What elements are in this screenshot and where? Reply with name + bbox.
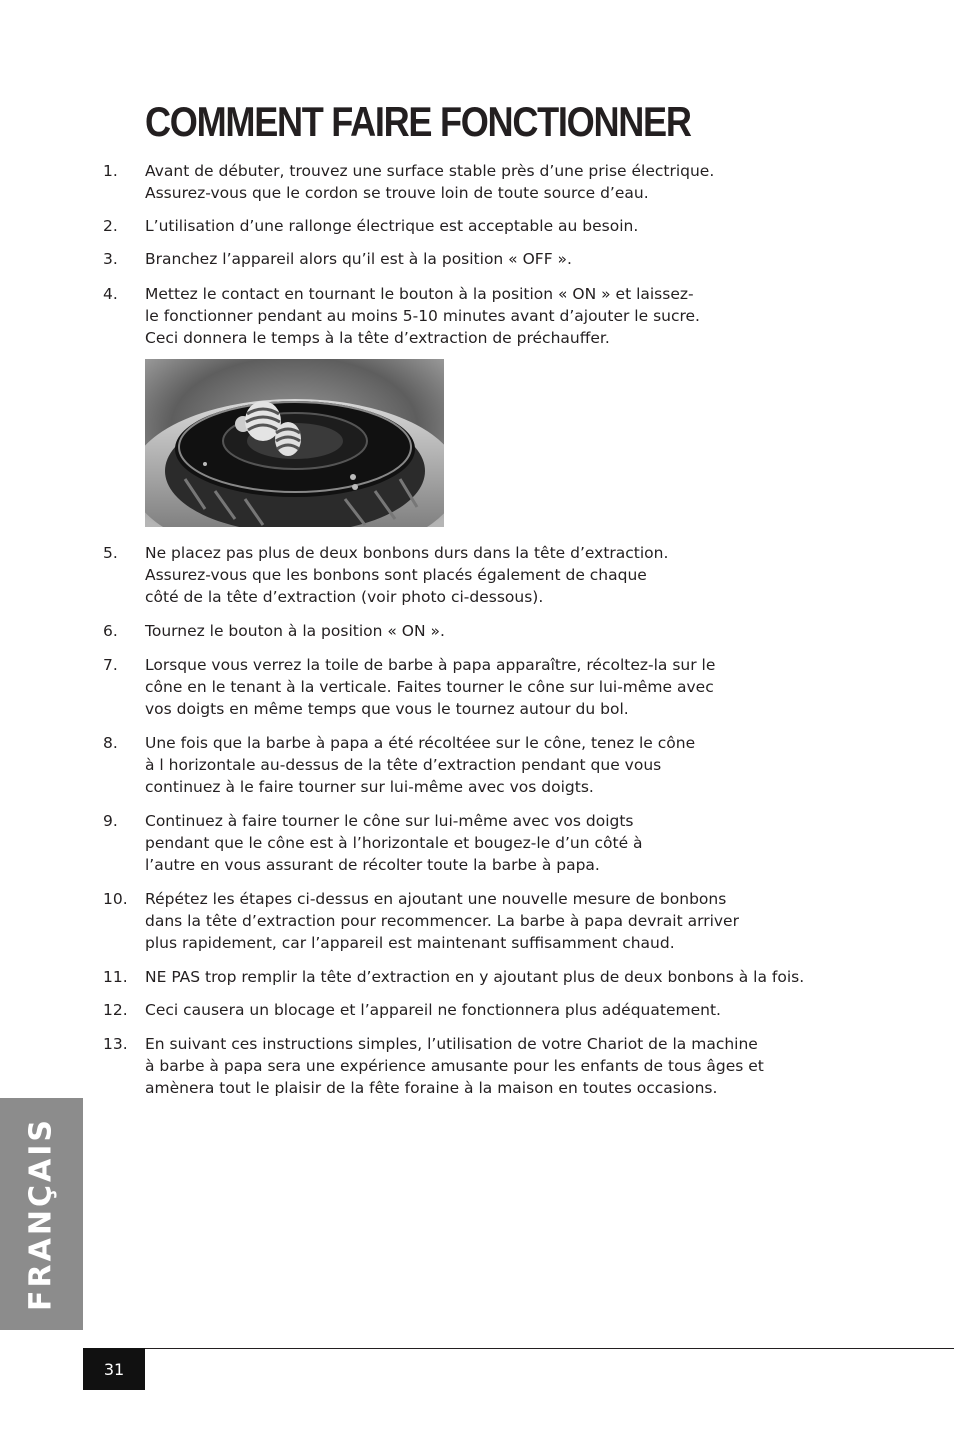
- step-number: 8.: [103, 734, 118, 752]
- language-label: FRANÇAIS: [23, 1117, 59, 1311]
- step-text: Répétez les étapes ci-dessus en ajoutant une nouvelle mesure de bonbons dans la tête d’extraction pour recommencer. La barbe à papa devrait arriver plus rapidement, car l’appareil est maintenant suffisamment chaud.: [145, 890, 739, 952]
- page-title: COMMENT FAIRE FONCTIONNER: [145, 98, 691, 145]
- step-text: Ceci causera un blocage et l’appareil ne fonctionnera plus adéquatement.: [145, 1001, 721, 1019]
- step-text: Lorsque vous verrez la toile de barbe à papa apparaître, récoltez-la sur le cône en le tenant à la verticale. Faites tourner le cône sur lui-même avec vos doigts en même temps que vous le tournez autour du bol.: [145, 656, 716, 718]
- step-text: Une fois que la barbe à papa a été récoltéee sur le cône, tenez le cône à l horizontale au-dessus de la tête d’extraction pendant que vous continuez à le faire tourner sur lui-même avec vos doigts.: [145, 734, 696, 796]
- step-text: Continuez à faire tourner le cône sur lui-même avec vos doigts pendant que le cône est à l’horizontale et bougez-le d’un côté à l’autre en vous assurant de récolter toute la barbe à papa.: [145, 812, 643, 874]
- step-text: Mettez le contact en tournant le bouton à la position « ON » et laissez- le fonctionner pendant au moins 5-10 minutes avant d’ajouter le sucre. Ceci donnera le temps à la tête d’extraction de préchauffer.: [145, 285, 700, 347]
- step-number: 10.: [103, 890, 128, 908]
- page-number: 31: [83, 1348, 145, 1390]
- step-text: Ne placez pas plus de deux bonbons durs dans la tête d’extraction. Assurez-vous que les bonbons sont placés également de chaque côté de la tête d’extraction (voir photo ci-dessous).: [145, 544, 669, 606]
- step-number: 5.: [103, 544, 118, 562]
- step-number: 11.: [103, 968, 128, 986]
- step-text: En suivant ces instructions simples, l’utilisation de votre Chariot de la machine à barbe à papa sera une expérience amusante pour les enfants de tous âges et amènera tout le plaisir de la fête foraine à la maison en toutes occasions.: [145, 1035, 764, 1097]
- step-text: Tournez le bouton à la position « ON ».: [145, 622, 445, 640]
- step-number: 4.: [103, 285, 118, 303]
- step-text: NE PAS trop remplir la tête d’extraction en y ajoutant plus de deux bonbons à la fois.: [145, 968, 805, 986]
- footer-divider: [83, 1348, 954, 1349]
- step-text: Branchez l’appareil alors qu’il est à la position « OFF ».: [145, 250, 572, 268]
- step-number: 7.: [103, 656, 118, 674]
- step-number: 3.: [103, 250, 118, 268]
- step-number: 12.: [103, 1001, 128, 1019]
- spinner-head-photo: [145, 359, 444, 527]
- step-number: 2.: [103, 217, 118, 235]
- step-number: 6.: [103, 622, 118, 640]
- step-number: 1.: [103, 162, 118, 180]
- step-text: L’utilisation d’une rallonge électrique est acceptable au besoin.: [145, 217, 639, 235]
- step-number: 13.: [103, 1035, 128, 1053]
- step-number: 9.: [103, 812, 118, 830]
- step-text: Avant de débuter, trouvez une surface stable près d’une prise électrique. Assurez-vous que le cordon se trouve loin de toute source d’eau.: [145, 162, 715, 202]
